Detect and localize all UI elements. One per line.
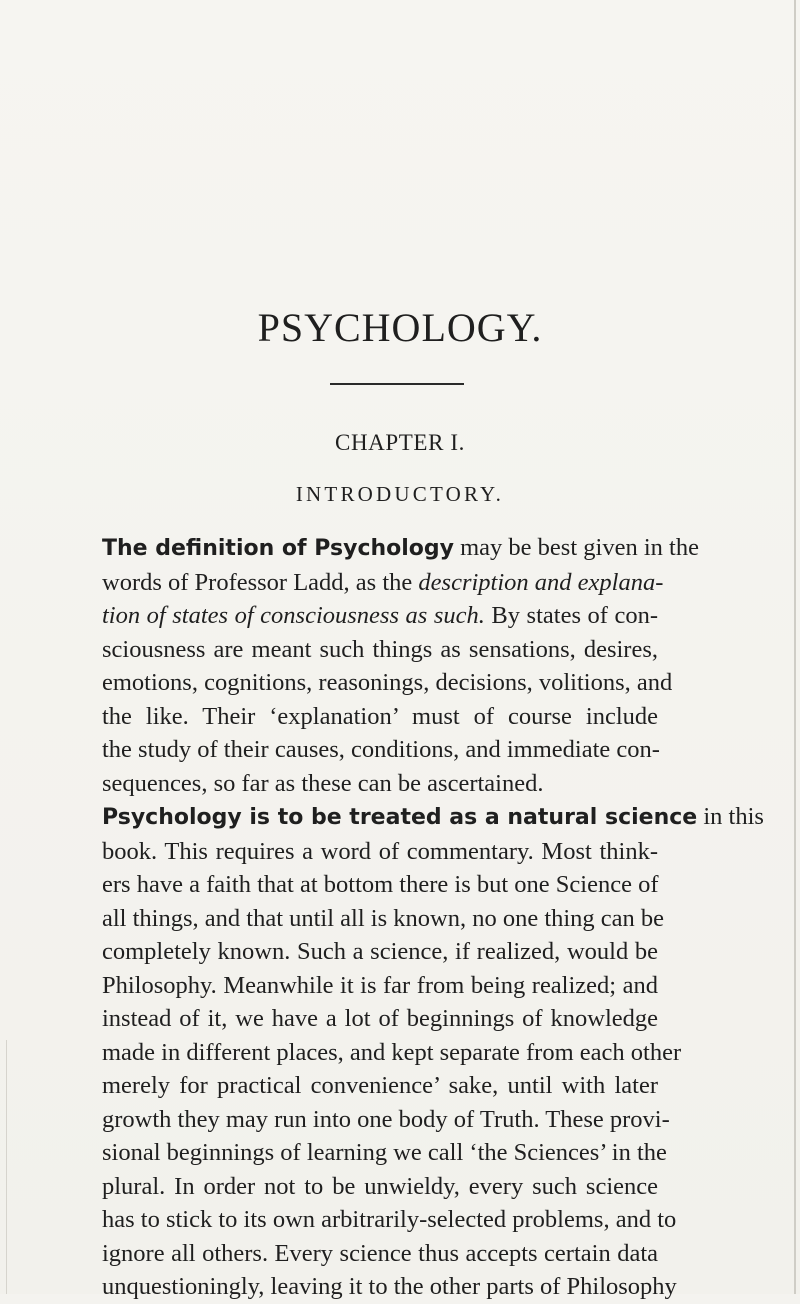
text-run: merely for practical convenience’ sake, until with later bbox=[102, 1072, 658, 1099]
text-run: ers have a faith that at bottom there is but one Science of bbox=[102, 871, 659, 898]
text-run: completely known. Such a science, if realized, would be bbox=[102, 938, 658, 965]
text-run: instead of it, we have a lot of beginnings of knowledge bbox=[102, 1005, 658, 1032]
text-line bbox=[102, 1136, 667, 1170]
text-run: book. This requires a word of commentary. Most think- bbox=[102, 837, 658, 865]
text-line bbox=[102, 531, 699, 566]
text-run: Philosophy. Meanwhile it is far from being realized; and bbox=[102, 971, 658, 999]
page-edge-right bbox=[794, 0, 796, 1294]
text-line bbox=[102, 599, 658, 633]
bold-run-in-term: Psychology is to be treated as a natural science bbox=[102, 805, 698, 830]
body-paragraphs bbox=[102, 531, 764, 1304]
text-line bbox=[102, 902, 665, 936]
text-run: the study of their causes, conditions, and immediate con- bbox=[102, 736, 660, 763]
text-line bbox=[102, 1237, 658, 1271]
text-line bbox=[102, 1069, 658, 1103]
italic-phrase: description and explana- bbox=[418, 568, 664, 596]
text-run: all things, and that until all is known, no one thing can be bbox=[102, 904, 665, 932]
text-run: may be best given in the bbox=[454, 534, 699, 561]
text-run: the like. Their ‘explanation’ must of course include bbox=[102, 702, 658, 730]
text-line bbox=[102, 566, 664, 600]
text-run: growth they may run into one body of Truth. These provi- bbox=[102, 1105, 670, 1133]
text-line bbox=[102, 1103, 670, 1137]
text-run: words of Professor Ladd, as the bbox=[102, 568, 419, 596]
text-line bbox=[102, 1036, 682, 1070]
text-run: unquestioningly, leaving it to the other parts of Philosophy bbox=[102, 1273, 677, 1300]
text-line bbox=[102, 1203, 677, 1237]
book-title: PSYCHOLOGY. bbox=[257, 305, 543, 350]
text-run: made in different places, and kept separate from each other bbox=[102, 1038, 682, 1066]
text-run: has to stick to its own arbitrarily-selected problems, and to bbox=[102, 1206, 677, 1233]
text-line bbox=[102, 1002, 658, 1036]
text-run: in this bbox=[697, 803, 764, 830]
text-run: By states of con- bbox=[484, 602, 658, 629]
text-line bbox=[102, 1170, 658, 1204]
text-run: sciousness are meant such things as sensations, desires, bbox=[102, 635, 658, 663]
text-line bbox=[102, 969, 658, 1003]
text-line bbox=[102, 1270, 677, 1304]
text-run: ignore all others. Every science thus accepts certain data bbox=[102, 1239, 658, 1267]
text-line bbox=[102, 733, 658, 767]
text-line bbox=[102, 700, 658, 734]
text-run: sional beginnings of learning we call ‘the Sciences’ in the bbox=[102, 1139, 667, 1166]
text-line bbox=[102, 835, 658, 869]
text-line bbox=[102, 935, 658, 969]
text-line bbox=[102, 633, 658, 667]
text-line bbox=[102, 666, 673, 700]
text-line bbox=[102, 767, 658, 801]
italic-phrase: tion of states of consciousness as such. bbox=[102, 602, 485, 629]
text-run: plural. In order not to be unwieldy, every such science bbox=[102, 1172, 658, 1200]
title-divider-rule bbox=[330, 383, 464, 385]
bold-run-in-term: The definition of Psychology bbox=[102, 536, 454, 561]
text-run: emotions, cognitions, reasonings, decisions, volitions, and bbox=[102, 669, 673, 696]
text-line bbox=[102, 800, 764, 835]
page-edge-left bbox=[6, 1040, 7, 1294]
text-line bbox=[102, 868, 658, 902]
section-heading: INTRODUCTORY. bbox=[295, 482, 505, 506]
text-run: sequences, so far as these can be ascertained. bbox=[102, 769, 544, 797]
chapter-heading: CHAPTER I. bbox=[335, 430, 465, 455]
